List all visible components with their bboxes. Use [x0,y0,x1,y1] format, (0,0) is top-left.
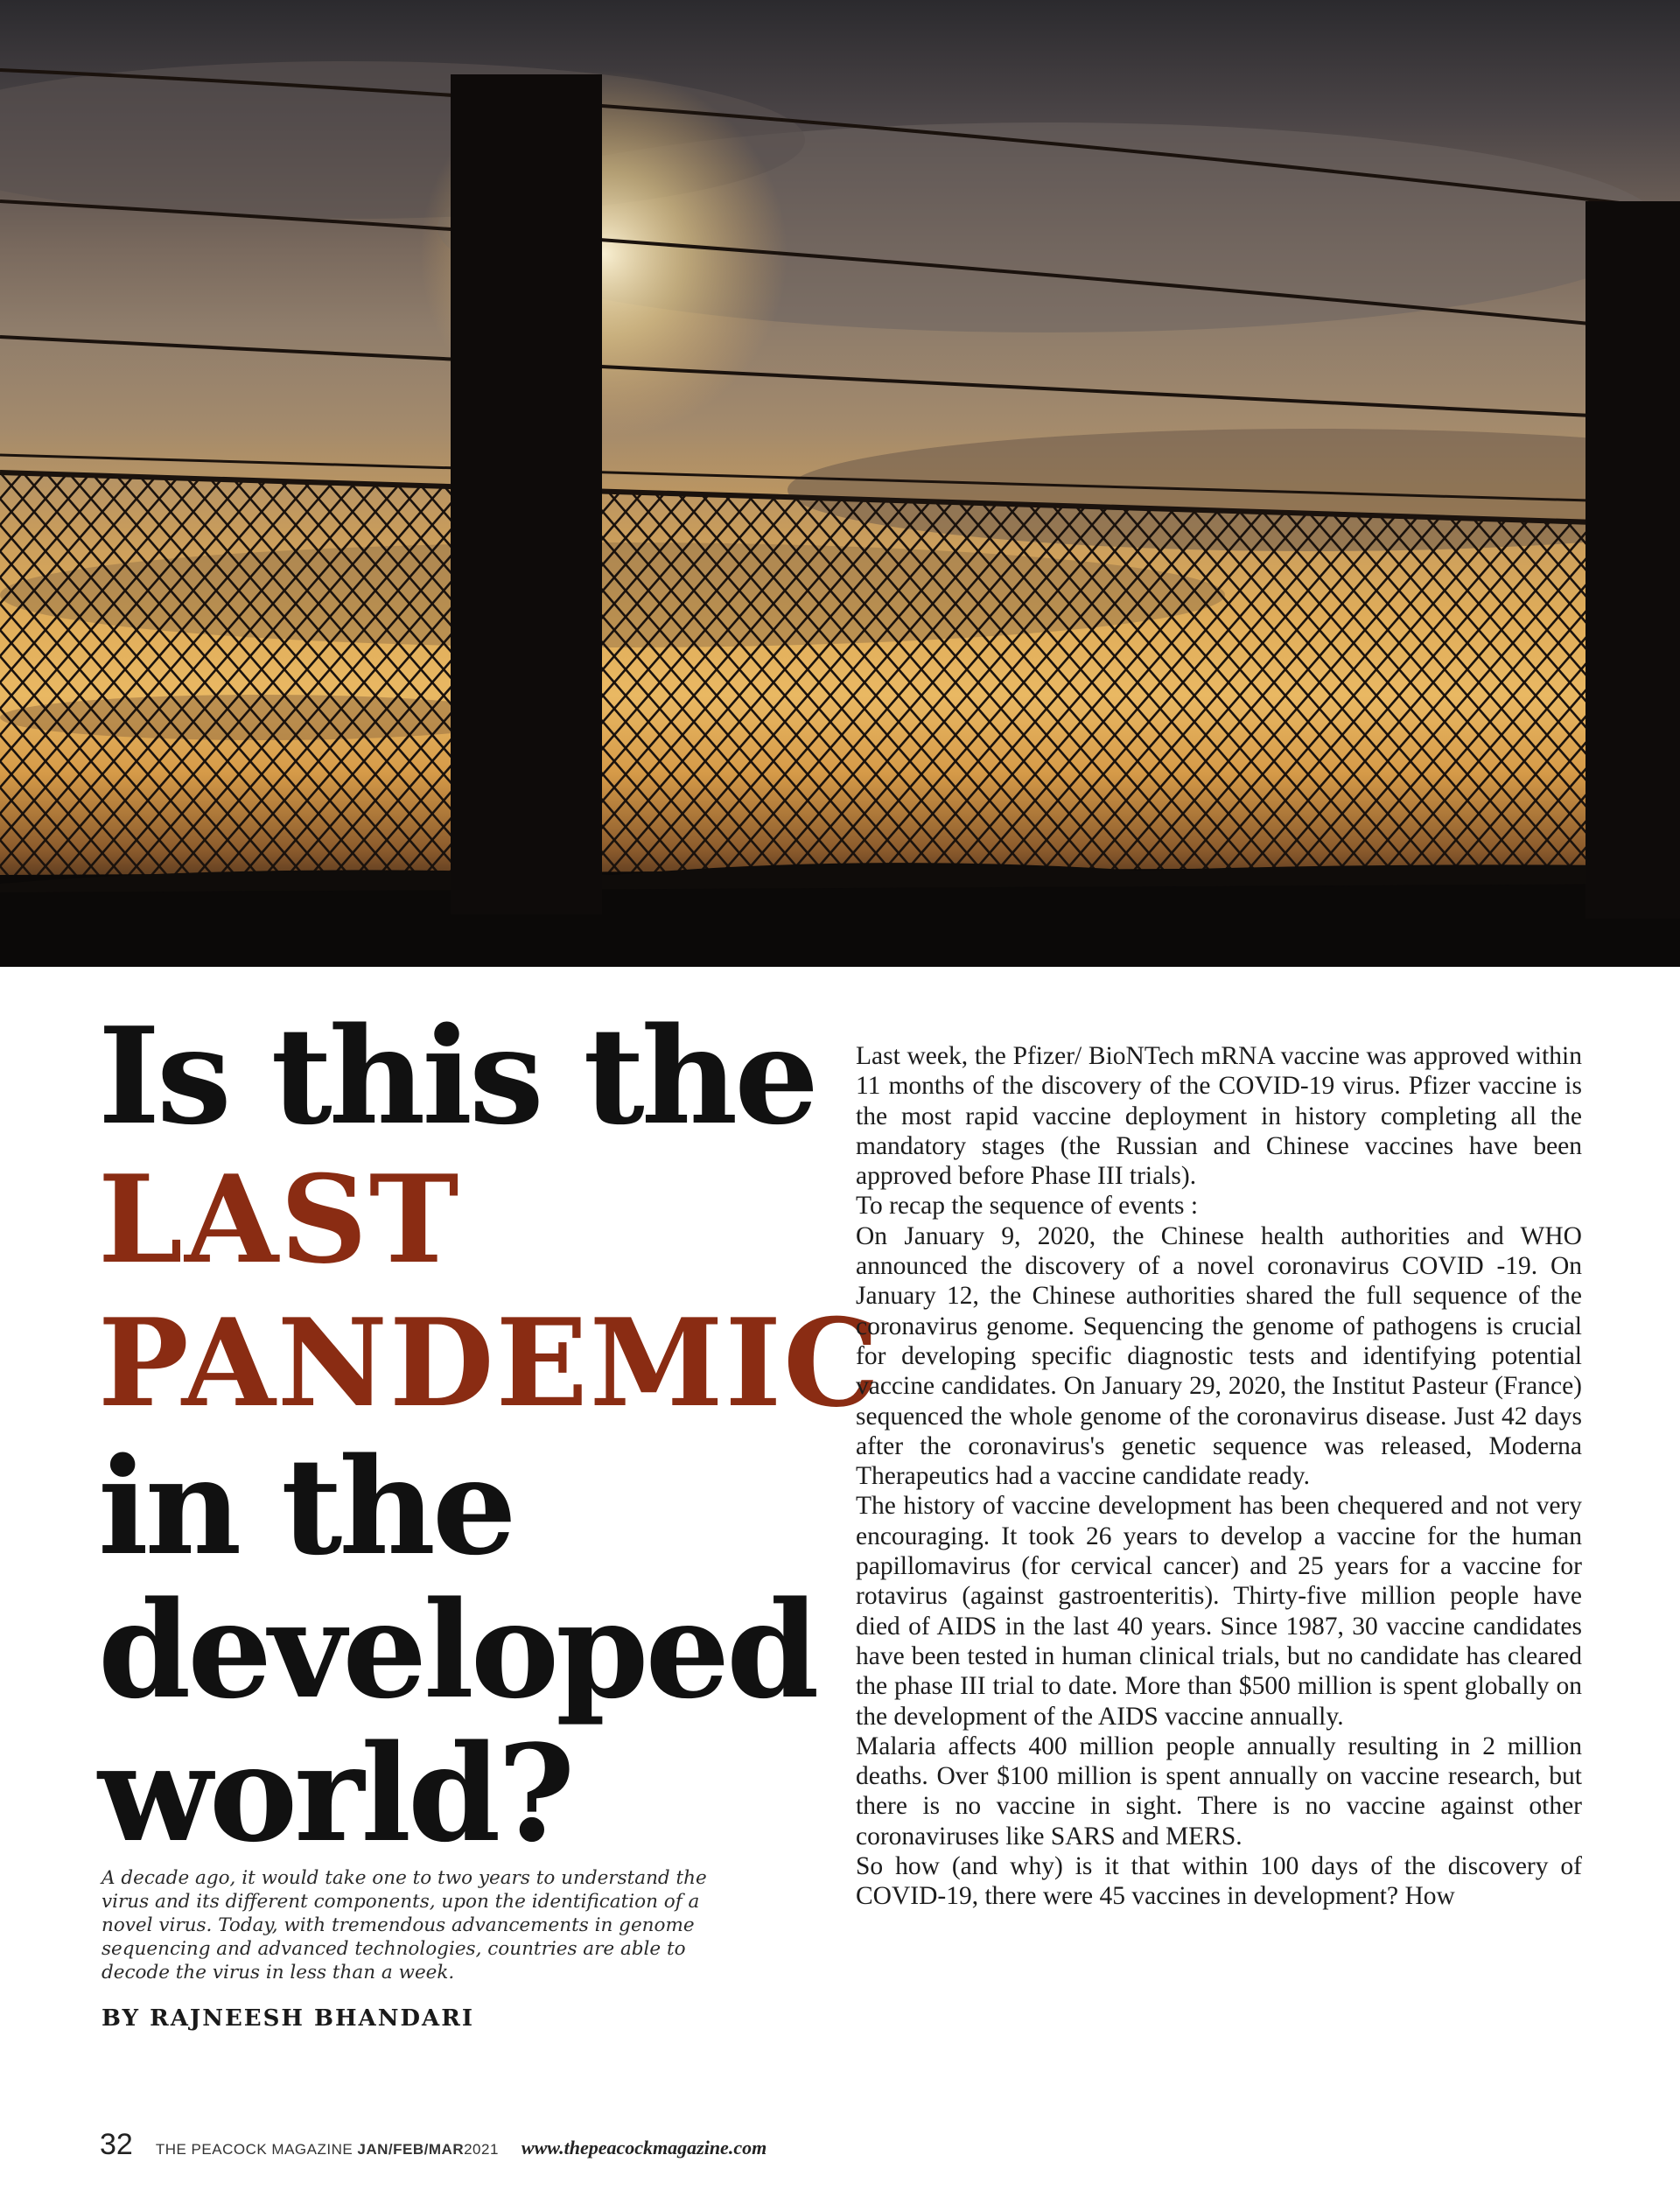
headline-line-1: Is this the [98,997,816,1154]
hero-photo-fence-sunset [0,0,1680,967]
magazine-name: THE PEACOCK MAGAZINE [155,2141,358,2158]
article-headline [98,997,881,1872]
headline-line-2-accent: LAST [98,1148,461,1291]
issue-year: 2021 [464,2141,499,2158]
magazine-url: www.thepeacockmagazine.com [521,2137,767,2159]
article-body [856,1041,1582,1912]
body-paragraph: Malaria affects 400 million people annually resulting in 2 million deaths. Over $100 million is spent annually on vaccine research, but there is no vaccine in sight. There is no vaccine against other coronaviruses like SARS and MERS. [856,1732,1582,1851]
page-footer [100,2128,766,2163]
headline-line-5: developed [98,1571,816,1728]
body-paragraph: So how (and why) is it that within 100 days of the discovery of COVID-19, there were 45 vaccines in development? How [856,1852,1582,1911]
fence-silhouette [0,0,1680,967]
article-lede: A decade ago, it would take one to two years to understand the virus and its different components, upon the identification of a novel virus. Today, with tremendous advancements in genome sequencing and advanced technologies, countries are able to decode the virus in less than a week. [102,1867,707,1984]
issue-months: JAN/FEB/MAR [357,2141,465,2158]
headline-line-6: world? [98,1715,572,1872]
body-paragraph: The history of vaccine development has been chequered and not very encouraging. It took 26 years to develop a vaccine for the human papillomavirus (for cervical cancer) and 25 years for a vaccine for rotavirus (against gastroenteritis). Thirty-five million people have died of AIDS in the last 40 years. Since 1987, 30 vaccine candidates have been tested in human clinical trials, but no candidate has cleared the phase III trial to date. More than $500 million is spent globally on the development of the AIDS vaccine annually. [856,1492,1582,1731]
body-paragraph: To recap the sequence of events : [856,1192,1199,1221]
headline-line-3-accent: PANDEMIC [98,1291,881,1434]
page-number: 32 [100,2128,133,2161]
magazine-issue [156,2141,499,2159]
article-byline: BY RAJNEESH BHANDARI [102,2005,474,2032]
body-paragraph: Last week, the Pfizer/ BioNTech mRNA vaccine was approved within 11 months of the discovery of the COVID-19 virus. Pfizer vaccine is the most rapid vaccine deployment in history completing all the mandatory stages (the Russian and Chinese vaccines have been approved before Phase III trials). [856,1042,1582,1191]
headline-line-4: in the [98,1428,514,1585]
body-paragraph: On January 9, 2020, the Chinese health authorities and WHO announced the discovery of a novel coronavirus COVID -19. On January 12, the Chinese authorities shared the full sequence of the coronavirus genome. Sequencing the genome of pathogens is crucial for developing specific diagnostic tests and identifying potential vaccine candidates. On January 29, 2020, the Institut Pasteur (France) sequenced the whole genome of the coronavirus disease. Just 42 days after the coronavirus's genetic sequence was released, Moderna Therapeutics had a vaccine candidate ready. [856,1221,1582,1491]
